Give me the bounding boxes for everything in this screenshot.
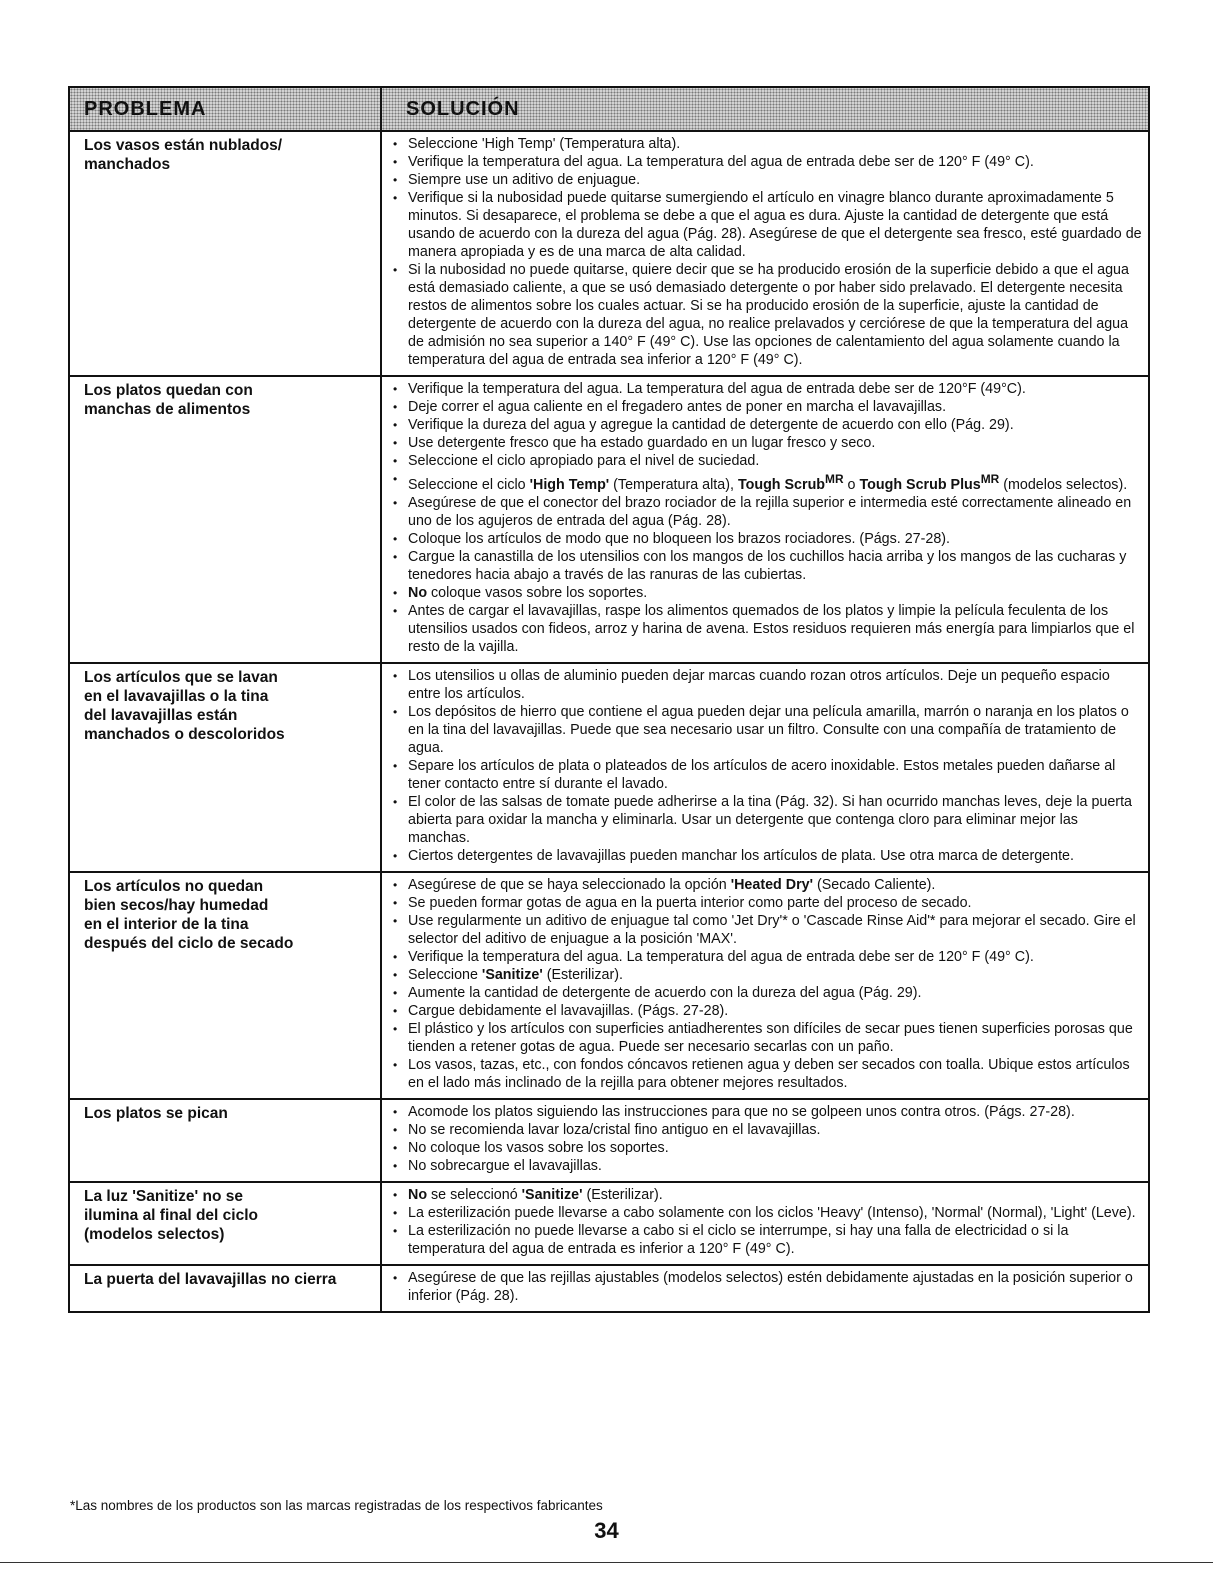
solution-item: • Verifique si la nubosidad puede quitarse sumergiendo el artículo en vinagre blanco durante aproximadamente 5 minutos. Si desaparece, el problema se debe a que el agua es dura. Ajuste la cantidad de detergente que está usando de acuerdo con la dureza del agua (Pág. 28). Asegúrese de que el detergente sea fresco, esté guardado de manera apropiada y es de una marca de alta calidad.	[390, 189, 1142, 261]
solution-item: • Verifique la temperatura del agua. La temperatura del agua de entrada debe ser de 120°F (49°C).	[390, 380, 1142, 398]
problem-cell	[70, 664, 382, 871]
solution-item: • Los depósitos de hierro que contiene el agua pueden dejar una película amarilla, marrón o naranja en los platos o en la tina del lavavajillas. Puede que sea necesario usar un filtro. Consulte con una compañía de tratamiento de agua.	[390, 703, 1142, 757]
problem-text: en el interior de la tina	[84, 915, 249, 933]
problem-text: La puerta del lavavajillas no cierra	[84, 1270, 337, 1288]
table-header	[70, 88, 1148, 132]
table-row	[70, 664, 1148, 873]
solution-item: • Cargue la canastilla de los utensilios con los mangos de los cuchillos hacia arriba y los mangos de las cucharas y tenedores hacia abajo a través de las ranuras de las cubiertas.	[390, 548, 1142, 584]
solution-item: • No se recomienda lavar loza/cristal fino antiguo en el lavavajillas.	[390, 1121, 1142, 1139]
table-row	[70, 873, 1148, 1100]
problem-column-header: PROBLEMA	[70, 88, 382, 130]
solution-cell	[382, 1266, 1148, 1311]
solution-item: • No sobrecargue el lavavajillas.	[390, 1157, 1142, 1175]
problem-text: ilumina al final del ciclo	[84, 1206, 258, 1224]
problem-text: Los platos quedan con	[84, 382, 253, 399]
problem-cell	[70, 1100, 382, 1181]
solution-item: • Ciertos detergentes de lavavajillas pueden manchar los artículos de plata. Use otra marca de detergente.	[390, 847, 1142, 865]
table-row	[70, 1183, 1148, 1266]
solution-item: • Acomode los platos siguiendo las instrucciones para que no se golpeen unos contra otros. (Págs. 27-28).	[390, 1103, 1142, 1121]
table-row	[70, 1266, 1148, 1311]
problem-text: Los artículos que se lavan	[84, 668, 278, 686]
problem-text: (modelos selectos)	[84, 1225, 225, 1243]
table-row	[70, 377, 1148, 664]
page-number: 34	[594, 1518, 619, 1543]
solution-item: • Seleccione 'Sanitize' (Esterilizar).	[390, 966, 1142, 984]
solution-item: • Los utensilios u ollas de aluminio pueden dejar marcas cuando rozan otros artículos. Deje un pequeño espacio entre los artículos.	[390, 667, 1142, 703]
table-row	[70, 1100, 1148, 1183]
solution-item: • Siempre use un aditivo de enjuague.	[390, 171, 1142, 189]
solution-list	[390, 380, 1142, 656]
solution-list	[390, 1186, 1142, 1258]
problem-text: La luz 'Sanitize' no se	[84, 1187, 243, 1205]
problem-text: bien secos/hay humedad	[84, 896, 269, 914]
solution-item: • Asegúrese de que las rejillas ajustables (modelos selectos) estén debidamente ajustadas en la posición superior o inferior (Pág. 28).	[390, 1269, 1142, 1305]
solution-column-header: SOLUCIÓN	[406, 97, 520, 120]
solution-item: • Antes de cargar el lavavajillas, raspe los alimentos quemados de los platos y limpie la película feculenta de los utensilios usados con fideos, arroz y harina de avena. Estos residuos requieren más energía para limpiarlos que el resto de la vajilla.	[390, 602, 1142, 656]
problem-cell	[70, 377, 382, 662]
solution-item: • Seleccione el ciclo 'High Temp' (Temperatura alta), Tough Scrub$^{MR}$ o Tough Scrub Plus$^{MR}$ (modelos selectos).	[390, 470, 1142, 494]
solution-item: • Si la nubosidad no puede quitarse, quiere decir que se ha producido erosión de la superficie debido a que el agua está demasiado caliente, a que se usó demasiado detergente o por haber sido prelavado. El detergente necesita restos de alimentos sobre los cuales actuar. Si se ha producido erosión de la superficie, ajuste la cantidad de detergente de acuerdo con la dureza del agua, no realice prelavados y cerciórese de que la temperatura del agua de admisión no sea superior a 140° F (49° C). Use las opciones de calentamiento del agua solamente cuando la temperatura del agua de entrada sea inferior a 120° F (49° C).	[390, 261, 1142, 369]
solution-item: • Separe los artículos de plata o plateados de los artículos de acero inoxidable. Estos metales pueden dañarse al tener contacto entre sí durante el lavado.	[390, 757, 1142, 793]
solution-item: • Los vasos, tazas, etc., con fondos cóncavos retienen agua y deben ser secados con toalla. Ubique estos artículos en el lado más inclinado de la rejilla para obtener mejores resultados.	[390, 1056, 1142, 1092]
solution-item: • No coloque vasos sobre los soportes.	[390, 584, 1142, 602]
bottom-rule	[0, 1562, 1213, 1563]
solution-cell	[382, 132, 1148, 375]
solution-item: • La esterilización puede llevarse a cabo solamente con los ciclos 'Heavy' (Intenso), 'Normal' (Normal), 'Light' (Leve).	[390, 1204, 1142, 1222]
solution-item: • No coloque los vasos sobre los soportes.	[390, 1139, 1142, 1157]
solution-item: • Coloque los artículos de modo que no bloqueen los brazos rociadores. (Págs. 27-28).	[390, 530, 1142, 548]
solution-item: • Verifique la dureza del agua y agregue la cantidad de detergente de acuerdo con ello (Pág. 29).	[390, 416, 1142, 434]
solution-item: • El color de las salsas de tomate puede adherirse a la tina (Pág. 32). Si han ocurrido manchas leves, deje la puerta abierta para oxidar la mancha y eliminarla. Usar un detergente que contenga cloro para eliminar mejor las manchas.	[390, 793, 1142, 847]
solution-item: • Deje correr el agua caliente en el fregadero antes de poner en marcha el lavavajillas.	[390, 398, 1142, 416]
solution-item: • Verifique la temperatura del agua. La temperatura del agua de entrada debe ser de 120° F (49° C).	[390, 153, 1142, 171]
solution-cell	[382, 873, 1148, 1098]
problem-text: manchados	[84, 156, 171, 173]
problem-text: manchas de alimentos	[84, 401, 251, 418]
problem-text: Los vasos están nublados/	[84, 137, 283, 154]
solution-item: • La esterilización no puede llevarse a cabo si el ciclo se interrumpe, si hay una falla de electricidad o si la temperatura del agua de entrada es inferior a 120° F (49° C).	[390, 1222, 1142, 1258]
problem-text: Los artículos no quedan	[84, 877, 264, 895]
problem-cell	[70, 873, 382, 1098]
solution-list	[390, 1103, 1142, 1175]
problem-text: manchados o descoloridos	[84, 725, 285, 743]
solution-item: • Asegúrese de que el conector del brazo rociador de la rejilla superior e intermedia esté correctamente alineado en uno de los agujeros de entrada del agua (Pág. 28).	[390, 494, 1142, 530]
solution-item: • El plástico y los artículos con superficies antiadherentes son difíciles de secar pues tienen superficies porosas que tienden a retener gotas de agua. Puede ser necesario secarlas con un paño.	[390, 1020, 1142, 1056]
problem-cell	[70, 1266, 382, 1311]
solution-list	[390, 135, 1142, 369]
problem-text: en el lavavajillas o la tina	[84, 687, 269, 705]
table-row	[70, 132, 1148, 377]
solution-cell	[382, 1100, 1148, 1181]
solution-item: • Use detergente fresco que ha estado guardado en un lugar fresco y seco.	[390, 434, 1142, 452]
solution-list	[390, 876, 1142, 1092]
problem-text: Los platos se pican	[84, 1104, 228, 1122]
solution-item: • Se pueden formar gotas de agua en la puerta interior como parte del proceso de secado.	[390, 894, 1142, 912]
solution-item: • No se seleccionó 'Sanitize' (Esterilizar).	[390, 1186, 1142, 1204]
solution-item: • Seleccione el ciclo apropiado para el nivel de suciedad.	[390, 452, 1142, 470]
solution-list	[390, 1269, 1142, 1305]
solution-item: • Asegúrese de que se haya seleccionado la opción 'Heated Dry' (Secado Caliente).	[390, 876, 1142, 894]
solution-item: • Aumente la cantidad de detergente de acuerdo con la dureza del agua (Pág. 29).	[390, 984, 1142, 1002]
troubleshooting-table	[68, 86, 1150, 1313]
problem-text: después del ciclo de secado	[84, 934, 294, 952]
solution-item: • Seleccione 'High Temp' (Temperatura alta).	[390, 135, 1142, 153]
table-body	[70, 132, 1148, 1311]
problem-cell	[70, 132, 382, 375]
solution-cell	[382, 664, 1148, 871]
solution-cell	[382, 1183, 1148, 1264]
problem-text: del lavavajillas están	[84, 706, 238, 724]
footnote: *Las nombres de los productos son las marcas registradas de los respectivos fabricantes	[70, 1498, 603, 1513]
solution-item: • Use regularmente un aditivo de enjuague tal como 'Jet Dry'* o 'Cascade Rinse Aid'* para mejorar el secado. Gire el selector del aditivo de enjuague a la posición 'MAX'.	[390, 912, 1142, 948]
solution-cell	[382, 377, 1148, 662]
problem-cell	[70, 1183, 382, 1264]
solution-item: • Cargue debidamente el lavavajillas. (Págs. 27-28).	[390, 1002, 1142, 1020]
solution-item: • Verifique la temperatura del agua. La temperatura del agua de entrada debe ser de 120° F (49° C).	[390, 948, 1142, 966]
solution-list	[390, 667, 1142, 865]
